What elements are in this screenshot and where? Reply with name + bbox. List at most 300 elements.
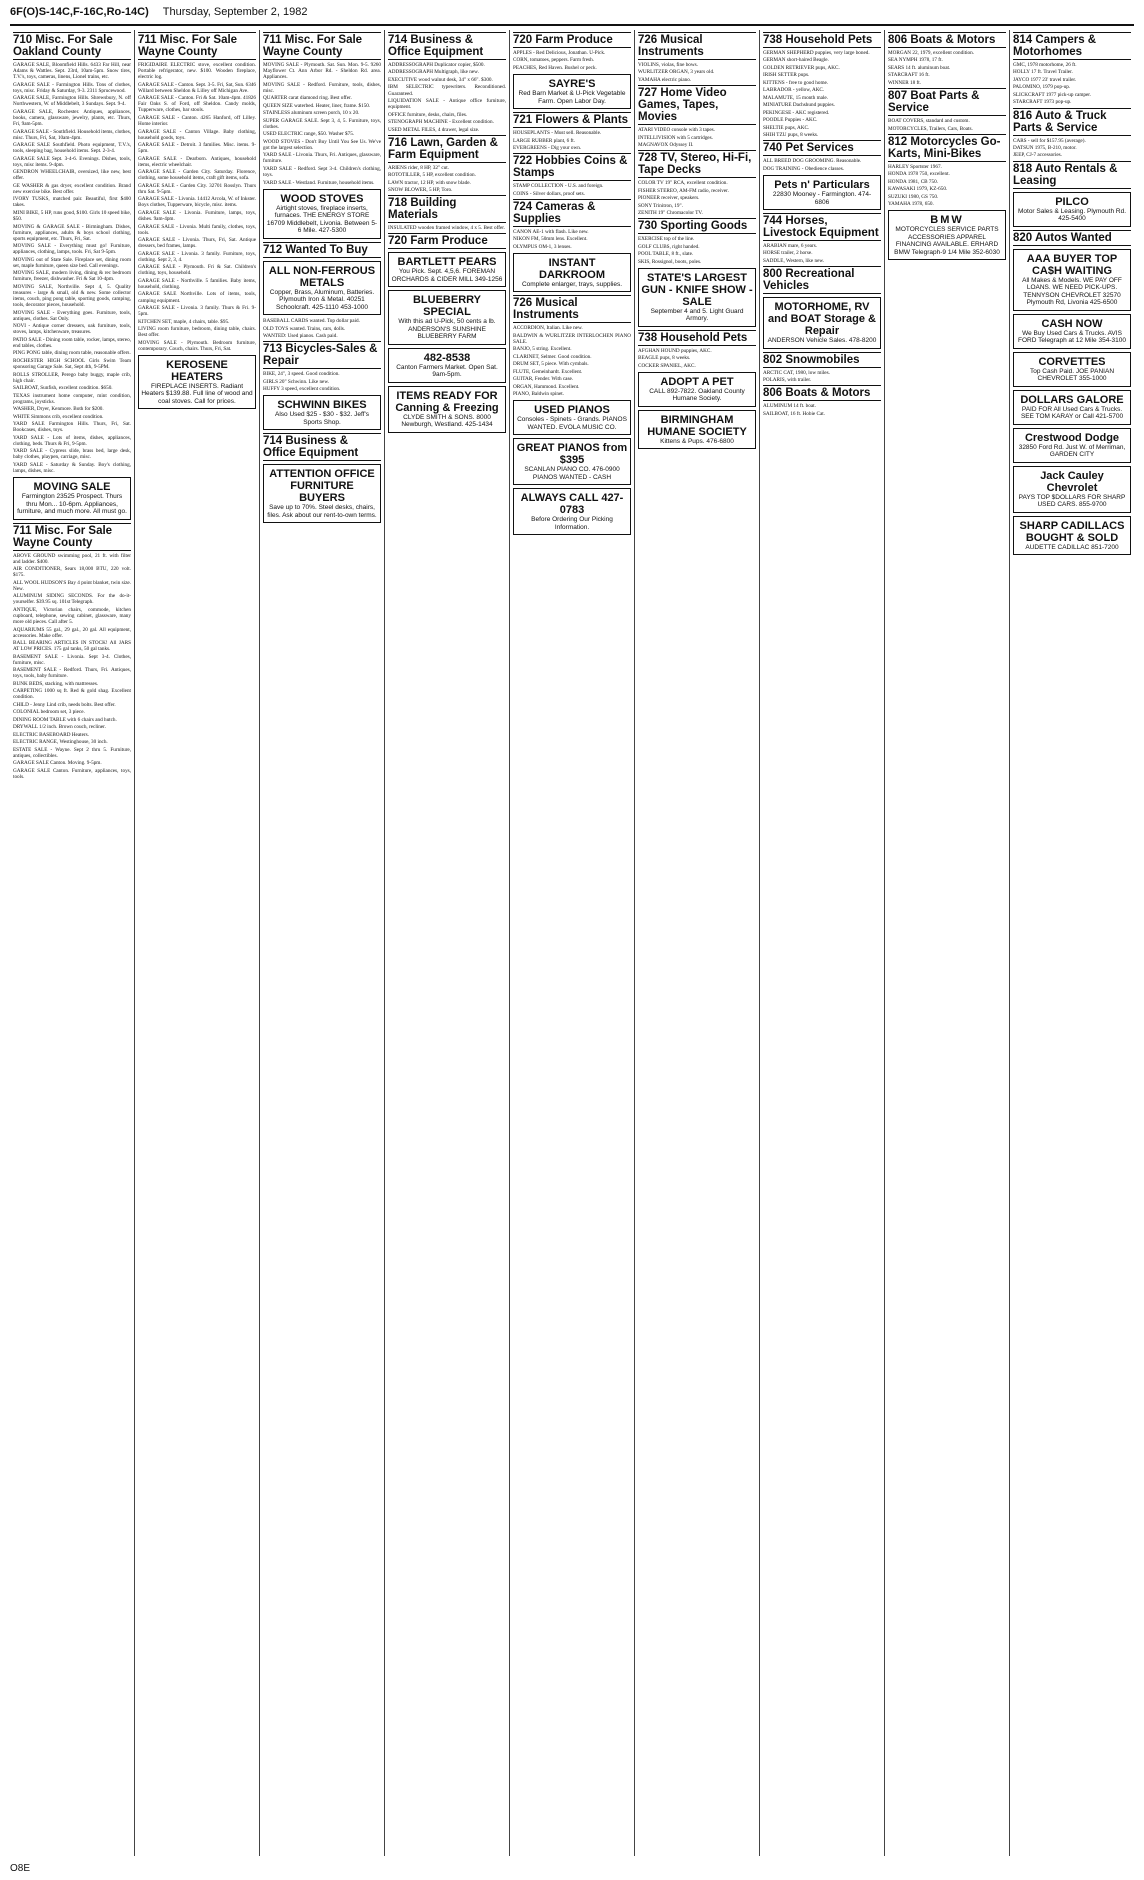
classified-ad: SKIS, Rossignol, boots, poles. [638, 258, 702, 265]
category-heading: 740 Pet Services [763, 140, 881, 156]
column-4 [385, 30, 510, 1856]
classified-ad: AIR CONDITIONER, Sears 18,000 BTU, 220 volt. $175. [13, 566, 131, 579]
category-heading: 738 Household Pets [763, 32, 881, 48]
classified-ads [1013, 62, 1131, 106]
classified-ad: ROTOTILLER, 5 HP, excellent condition. [388, 172, 476, 179]
column-5 [510, 30, 635, 1856]
classified-ad: BALDWIN & WURLITZER INTERLOCHEN PIANO SALE. [513, 332, 631, 345]
classified-ad: NOVI - Antique corner dressers, oak furniture, tools, stoves, lamps, kitchenware, treasures. [13, 323, 131, 336]
classified-ad: BASEMENT SALE - Redford. Thurs, Fri. Antiques, toys, tools, baby furniture. [13, 667, 131, 680]
classified-ads [13, 62, 131, 269]
classified-ad: MORGAN 22, 1979, excellent condition. [888, 50, 975, 56]
classified-ad: LIVING room furniture, bedroom, dining table, chairs. Best offer. [138, 326, 256, 339]
classified-ad: POLARIS, with trailer. [763, 377, 812, 384]
classified-ad: STAMP COLLECTION - U.S. and foreign. [513, 183, 604, 190]
classified-ad: ACCORDION, Italian. Like new. [513, 325, 583, 332]
display-ad-body: Motor Sales & Leasing. Plymouth Rd. 425-5400 [1017, 207, 1127, 223]
classified-ad: PATIO SALE - Dining room table, rocker, lamps, stereo, end tables, clothes. [13, 336, 131, 349]
category-heading: 714 Business & Office Equipment [388, 32, 506, 60]
display-ad-heading: MOTORHOME, RV and BOAT Storage & Repair [768, 301, 876, 338]
classified-ads [13, 553, 131, 781]
category-heading: 730 Sporting Goods [638, 218, 756, 234]
classified-ad: DOG TRAINING - Obedience classes. [763, 165, 845, 172]
classified-ad: GARAGE SALE, Farmington Hills. Shrewsbury, N. off Northwestern, W. of Middlebelt, 3 Sundays. Sept. 9-4. [13, 95, 131, 108]
display-ad [1013, 192, 1131, 227]
classified-ads [138, 319, 256, 352]
category-heading: 816 Auto & Truck Parts & Service [1013, 108, 1131, 136]
classified-ad: POOL TABLE, 8 ft., slate. [638, 251, 694, 258]
display-ad-body: You Pick. Sept. 4,5,6. FOREMAN ORCHARDS & CIDER MILL 349-1256 [391, 268, 503, 283]
display-ad-body: CLYDE SMITH & SONS. 8000 Newburgh, Westland. 425-1434 [401, 413, 493, 429]
display-ad-heading: Pets n' Particulars [774, 179, 870, 191]
classified-ad: OLYMPUS OM-1, 3 lenses. [513, 243, 572, 250]
classified-ad: ALL WOOL HUDSON'S Bay 4 point blanket, twin size. New. [13, 579, 131, 592]
classified-ad: WASHER, Dryer, Kenmore. Both for $200. [13, 406, 104, 413]
display-ad-body: AUDETTE CADILLAC 851-7200 [1025, 543, 1119, 551]
category-heading: 800 Recreational Vehicles [763, 266, 881, 294]
classified-ad: FLUTE, Gemeinhardt. Excellent. [513, 368, 583, 375]
classified-ad: BUNK BEDS, stacking, with mattresses. [13, 680, 99, 687]
classified-ad: ATARI VIDEO console with 3 tapes. [638, 127, 715, 134]
column-8 [885, 30, 1010, 1856]
display-ad-body: SCANLAN PIANO CO. 476-0900 PIANOS WANTED - CASH [524, 466, 620, 481]
display-ad-body: September 4 and 5. Light Guard Armory. [650, 307, 744, 323]
display-ad-body: Before Ordering Our Picking Information. [531, 516, 613, 531]
classified-ad: WHITE Simmons crib, excellent condition. [13, 413, 104, 420]
classified-ad: PIONEER receiver, speakers. [638, 195, 700, 202]
classified-ad: YARD SALE - Westland. Furniture, household items. [263, 179, 375, 186]
classified-ads [888, 164, 1006, 208]
classified-ad: JEEP, CJ-7 accessories. [1013, 152, 1062, 159]
display-ad-heading: USED PIANOS [534, 404, 610, 417]
classified-ad: GARAGE SALE - Southfield. Household items, clothes, misc. Thurs, Fri, Sat, 10am-4pm. [13, 128, 132, 141]
classified-ad: ARIENS rider, 8 HP, 32" cut. [388, 164, 449, 171]
classified-ad: ELECTRIC RANGE, Westinghouse, 30 inch. [13, 739, 108, 746]
classified-ad: KAWASAKI 1979, KZ-650. [888, 186, 948, 193]
classified-ad: QUEEN SIZE waterbed. Heater, liner, frame. $150. [263, 102, 371, 109]
classified-ads [513, 183, 631, 197]
display-ad-heading: BIRMINGHAM HUMANE SOCIETY [647, 413, 747, 438]
display-ad [1013, 428, 1131, 463]
classified-ad: SUPER GARAGE SALE. Sept 3, 4, 5. Furniture, toys, clothes. [263, 117, 381, 130]
classified-ad: BOAT COVERS, standard and custom. [888, 118, 970, 125]
display-ad-heading: ADOPT A PET [660, 375, 734, 388]
category-heading: 802 Snowmobiles [763, 352, 881, 368]
masthead [10, 6, 1134, 26]
classified-ad: EXECUTIVE wood walnut desk, 34" x 66". $300. [388, 76, 493, 83]
classified-ads [388, 165, 506, 194]
classified-ad: ANTIQUE, Victorian chairs, commode, kitchen cupboard, telephone, sewing cabinet, glassware, many more old pieces. Call after 5. [13, 606, 131, 626]
classified-ad: LAWN tractor, 12 HP, with snow blade. [388, 179, 471, 186]
classified-ad: INSULATED wooden framed window, 4 x 5. Best offer. [388, 225, 505, 232]
classified-ad: ALUMINUM SIDING SECONDS. For the do-it-yourselfer. $39.95 sq. 101st Telegraph. [13, 593, 131, 606]
display-ad [1013, 516, 1131, 556]
display-ad-heading: WOOD STOVES [280, 192, 364, 205]
classified-ad: DRUM SET, 5 piece. With cymbals. [513, 361, 589, 368]
category-heading: 712 Wanted To Buy [263, 242, 381, 258]
category-heading: 721 Flowers & Plants [513, 112, 631, 128]
classified-ad: GARAGE SALE Sept. 3-4-6. Evenings. Dishes, tools, toys, misc items. 9-4pm. [13, 155, 131, 168]
classified-ad: GARAGE SALE - Plymouth. Fri & Sat. Children's clothing, toys, household. [138, 264, 256, 277]
column-3 [260, 30, 385, 1856]
classified-ad: YARD SALE Farmington Hills. Thurs, Fri, Sat. Bookcases, dishes, toys. [13, 421, 131, 434]
column-2 [135, 30, 260, 1856]
display-ad [263, 464, 381, 523]
classified-ad: OLD TOYS wanted. Trains, cars, dolls. [263, 325, 346, 332]
display-ad [513, 438, 631, 485]
classified-ad: ADDRESSOGRAPH Multigraph, like new. [388, 69, 479, 76]
classified-ad: MOVING SALE, Northville. Sept 4, 5. Quality treasures - large & small, old & new. Some collector items, couch, ping pong table, sporting goods, camping, tools, decorator pieces, household. [13, 283, 131, 309]
classified-ad: AFGHAN HOUND puppies, AKC. [638, 347, 712, 354]
category-heading: 820 Autos Wanted [1013, 230, 1131, 246]
display-ad [13, 477, 131, 520]
classified-ad: PING PONG table, dining room table, reasonable offers. [13, 350, 131, 357]
classified-ad: PEACHES, Red Haven. Bushel or peck. [513, 64, 597, 71]
classified-ad: INTELLIVISION with 5 cartridges. [638, 134, 713, 141]
classified-ad: GARAGE SALE - Detroit. 3 families. Misc. items. 9-5pm. [138, 142, 256, 155]
classified-ads [263, 139, 381, 186]
display-ad-heading: ITEMS READY FOR Canning & Freezing [395, 389, 499, 414]
display-ad-heading: DOLLARS GALORE [1020, 393, 1124, 406]
column-6 [635, 30, 760, 1856]
display-ad-body: Save up to 70%. Steel desks, chairs, files. Ask about our rent-to-own terms. [267, 504, 377, 519]
classified-ad: DINING ROOM TABLE with 6 chairs and hutch. [13, 716, 117, 723]
classified-ads [13, 270, 131, 474]
classified-ad: GARAGE SALE - Canton. Sept. 3-5. Fri, Sat, Sun. 6346 Willard between Sheldon & Lilley off Michigan Ave. [138, 81, 257, 94]
display-ad [513, 488, 631, 535]
classified-ad: PIANO, Baldwin spinet. [513, 391, 565, 398]
classified-ad: GARAGE SALE, Rochester. Antiques, appliances, books, camera, glassware, jewelry, plants, etc. Thurs, Fri, 9am-5pm. [13, 108, 131, 128]
classified-ad: GARAGE SALE - Livonia. 3 family. Furniture, toys, clothing. Sept 2, 3, 4. [138, 250, 256, 263]
classified-ad: BIKE, 24", 3 speed. Good condition. [263, 371, 340, 378]
classified-ad: GIRLS 20" Schwinn. Like new. [263, 378, 330, 385]
classified-ad: CARPETING 1000 sq ft. Red & gold shag. Excellent condition. [13, 688, 131, 701]
category-heading: 807 Boat Parts & Service [888, 88, 1006, 116]
category-heading: 814 Campers & Motorhomes [1013, 32, 1131, 60]
display-ad-body: 22830 Mooney - Farmington. 474-6806 [772, 191, 872, 206]
classified-columns [10, 30, 1134, 1856]
display-ad [388, 252, 506, 287]
classified-ad: SHIH TZU pups, 8 weeks. [763, 132, 819, 139]
classified-ad: MOVING out of State Sale. Fireplace set, dining room set, maple furniture, queen size bed. Call evenings. [13, 256, 131, 269]
category-heading: 812 Motorcycles Go-Karts, Mini-Bikes [888, 134, 1006, 162]
display-ad [263, 261, 381, 316]
classified-ad: HONDA 1981, CB 750. [888, 178, 939, 185]
classified-ads [763, 243, 881, 264]
classified-ads [388, 225, 506, 231]
display-ad-body: All Makes & Models. WE PAY OFF LOANS. WE NEED PICK-UPS. TENNYSON CHEVROLET 32570 Plymouth Rd, Livonia 425-6500 [1022, 276, 1122, 307]
classified-ad: SUZUKI 1980, GS 750. [888, 193, 939, 200]
classified-ad: GARAGE SALE - Livonia. Multi family, clothes, toys, tools. [138, 223, 256, 236]
classified-ad: CHILD - Jenny Lind crib, needs bolts. Best offer. [13, 701, 116, 708]
column-7 [760, 30, 885, 1856]
classified-ad: OFFICE furniture, desks, chairs, files. [388, 111, 468, 118]
classified-ad: MOVING SALE - Redford. Furniture, tools, dishes, misc. [263, 81, 381, 94]
display-ad-body: PAID FOR All Used Cars & Trucks. SEE TOM KARAY or Call 421-5700 [1020, 405, 1124, 421]
classified-ad: YAMAHA 1978, 650. [888, 201, 934, 208]
classified-ad: YARD SALE - Lots of items, dishes, appliances, clothing, beds. Thurs & Fri, 9-5pm. [13, 434, 131, 447]
classified-ads [513, 229, 631, 250]
category-heading: 711 Misc. For Sale Wayne County [263, 32, 381, 60]
display-ad [513, 74, 631, 109]
category-heading: 716 Lawn, Garden & Farm Equipment [388, 135, 506, 163]
classified-ad: GMC, 1978 motorhome, 26 ft. [1013, 62, 1077, 68]
classified-ad: GERMAN short-haired Beagle. [763, 57, 829, 64]
classified-ad: IBM SELECTRIC typewriters. Reconditioned. Guaranteed. [388, 84, 506, 97]
classified-ad: STAINLESS aluminum screen porch, 10 x 20. [263, 110, 360, 117]
classified-ad: ROLLS STROLLER, Perego baby buggy, maple crib, high chair. [13, 371, 131, 384]
classified-ad: GARAGE SALE Southfield. Photo equipment, T.V.'s, tools, sleeping bag, household items. Sept. 2-3-4. [13, 142, 131, 155]
display-ad-body: CALL 892-7822. Oakland County Humane Society. [649, 387, 745, 403]
classified-ad: GARAGE SALE - Farmington Hills. Tons of clothes, toys, misc. Friday & Saturday, 9-3. 2311 Sprucewood. [13, 81, 131, 94]
display-ad [763, 175, 881, 210]
classified-ad: MOVING SALE - Plymouth. Bedroom furniture, contemporary. Couch, chairs. Thurs, Fri, Sat. [138, 339, 256, 352]
display-ad [138, 355, 256, 410]
classified-ad: DATSUN 1975, B-210, motor. [1013, 145, 1077, 151]
classified-ad: MOVING SALE - Everything goes. Furniture, tools, antiques, clothes. Sat Only. [13, 309, 131, 322]
category-heading: 738 Household Pets [638, 330, 756, 346]
classified-ad: QUARTER carat diamond ring. Best offer. [263, 95, 352, 102]
category-heading: 727 Home Video Games, Tapes, Movies [638, 85, 756, 125]
classified-ad: ARCTIC CAT, 1980, low miles. [763, 369, 830, 376]
classified-ad: BEAGLE pups, 8 weeks. [638, 355, 691, 362]
classified-ad: MOVING SALE, modern living, dining & rec bedroom furniture, freezer, dishwasher. Fri & Sat 10-4pm. [13, 270, 131, 283]
classified-ad: YARD SALE - Saturday & Sunday. Boy's clothing, lamps, dishes, misc. [13, 461, 131, 474]
classified-ad: GARAGE SALE - Livonia. Furniture, lamps, toys, dishes. 9am-4pm. [138, 209, 256, 223]
classified-ad: VIOLINS, violas, fine bows. [638, 62, 698, 68]
classified-ad: GOLDEN RETRIEVER pups, AKC. [763, 64, 840, 71]
classified-ad: GARAGE SALE Northville. Lots of items, tools, camping equipment. [138, 291, 256, 304]
category-heading: 722 Hobbies Coins & Stamps [513, 153, 631, 181]
classified-ad: ALUMINUM 14 ft. boat. [763, 403, 816, 410]
classified-ad: HORSE trailer, 2 horse. [763, 250, 813, 257]
classified-ad: MAGNAVOX Odyssey II. [638, 142, 694, 149]
classified-ad: SADDLE, Western, like new. [763, 257, 825, 264]
classified-ads [638, 180, 756, 216]
display-ad-heading: BMW [930, 214, 964, 227]
classified-ad: ABOVE GROUND swimming pool, 21 ft. with filter and ladder. $400. [13, 552, 131, 565]
display-ad [388, 290, 506, 345]
classified-ad: KITCHEN SET, maple, 4 chairs, table. $95. [138, 318, 230, 325]
display-ad-heading: PILCO [1055, 195, 1089, 208]
classified-ad: SEA NYMPH 1978, 17 ft. [888, 57, 943, 64]
category-heading: 806 Boats & Motors [763, 385, 881, 401]
classified-ad: GARAGE SALE Canton. Furniture, appliances, toys, tools. [13, 767, 131, 780]
classified-ad: EVERGREENS - Dig your own. [513, 145, 582, 152]
display-ad-body: Also Used $25 - $30 - $32. Jeff's Sports Shop. [275, 411, 369, 426]
display-ad-body: ANDERSON Vehicle Sales. 478-8200 [767, 337, 877, 345]
classified-ads [763, 50, 881, 138]
column-1 [10, 30, 135, 1856]
display-ad [888, 210, 1006, 260]
classified-ad: CLARINET, Selmer. Good condition. [513, 353, 592, 360]
display-ad-body: With this ad U-Pick, 50 cents a lb. ANDERSON'S SUNSHINE BLUEBERRY FARM [398, 318, 496, 341]
display-ad [1013, 390, 1131, 425]
display-ad-heading: 482-8538 [423, 351, 471, 364]
display-ad [638, 268, 756, 327]
classified-ad: COLOR TV 19" RCA, excellent condition. [638, 180, 728, 187]
classified-ad: DRYWALL 1/2 inch. Brown couch, recliner. [13, 724, 106, 731]
category-heading: 711 Misc. For Sale Wayne County [13, 523, 131, 551]
display-ad-heading: KEROSENE HEATERS [166, 358, 228, 383]
display-ad-body: Copper, Brass, Aluminum, Batteries. Plymouth Iron & Metal. 40251 Schoolcraft. 425-1110 453-1000 [269, 288, 375, 311]
classified-ad: MOVING SALE - Everything must go! Furniture, appliances, clothing, lamps, tools. Fri, Sat 9-5pm. [13, 243, 131, 256]
classified-ad: ALL BREED DOG GROOMING. Reasonable. [763, 158, 862, 165]
classified-ad: ADDRESSOGRAPH Duplicator copier, $500. [388, 62, 485, 68]
display-ad [638, 372, 756, 407]
classified-ad: HARLEY Sportster 1967. [888, 163, 942, 170]
display-ad [513, 253, 631, 293]
classified-ad: STENOGRAPH MACHINE - Excellent condition. [388, 119, 494, 126]
column-9 [1010, 30, 1134, 1856]
display-ad-heading: INSTANT DARKROOM [539, 256, 605, 281]
display-ad [263, 189, 381, 239]
display-ad-heading: AAA BUYER TOP CA$H WAITING [1026, 252, 1118, 277]
classified-ads [263, 62, 381, 137]
display-ad-heading: STATE'S LARGEST GUN - KNIFE SHOW - SALE [641, 271, 753, 308]
classified-ad: GARAGE SALE - Livonia. Thurs, Fri, Sat. Antique dressers, bed frames, lamps. [138, 237, 256, 250]
display-ad-heading: SHARP CADILLACS BOUGHT & SOLD [1019, 519, 1125, 544]
classified-ad: WOOD STOVES - Don't Buy Until You See Us. We've got the largest selection. [263, 138, 381, 151]
classified-ads [763, 403, 881, 417]
classified-ads [888, 118, 1006, 132]
display-ad [638, 410, 756, 450]
classified-ad: FRIGIDAIRE ELECTRIC stove, excellent condition. Portable refrigerator, new. $100. Wooden fireplace, electric log. [138, 62, 256, 81]
issue-date: Thursday, September 2, 1982 [162, 6, 308, 18]
display-ad [513, 400, 631, 435]
classified-ads [638, 62, 756, 83]
display-ad-heading: CASH NOW [1041, 317, 1103, 330]
category-heading: 711 Misc. For Sale Wayne County [138, 32, 256, 60]
classified-ad: SAILBOAT, 16 ft. Hobie Cat. [763, 410, 826, 417]
classified-ad: STARCRAFT 16 ft. [888, 72, 930, 79]
classified-ad: GARAGE SALE - Canton Village. Baby clothing, household goods, toys. [138, 128, 256, 141]
display-ad-body: Kittens & Pups. 476-6800 [660, 437, 734, 445]
classified-ad: HOLLY 17 ft. Travel Trailer. [1013, 69, 1073, 76]
display-ad-body: MOTORCYCLES SERVICE PARTS ACCESSORIES APPAREL FINANCING AVAILABLE. ERHARD BMW Telegraph-9 1/4 Mile 352-6030 [894, 226, 1000, 256]
classified-ad: YARD SALE - Livonia. Thurs, Fri. Antiques, glassware, furniture. [263, 152, 381, 165]
classified-ad: JAYCO 1977 23' travel trailer. [1013, 76, 1077, 83]
classified-ad: ESTATE SALE - Wayne. Sept 2 thru 5. Furniture, antiques, collectibles. [13, 746, 131, 759]
display-ad-heading: ATTENTION OFFICE FURNITURE BUYERS [269, 468, 375, 505]
classified-ad: LARGE RUBBER plant, 6 ft. [513, 137, 575, 144]
classified-ad: GARAGE SALE - Livonia. 3 family. Thurs & Fri. 9-5pm. [138, 305, 256, 318]
display-ad-body: Canton Farmers Market. Open Sat. 9am-5pm. [396, 363, 498, 379]
classified-ads [513, 130, 631, 151]
classified-ad: GARAGE SALE - Garden City. 32701 Rosslyn. Thurs thru Sat. 9-5pm. [138, 182, 256, 195]
classified-ad: COCKER SPANIEL, AKC. [638, 362, 696, 369]
display-ad [1013, 466, 1131, 513]
category-heading: 728 TV, Stereo, Hi-Fi, Tape Decks [638, 150, 756, 178]
classified-ad: ZENITH 19" Chromacolor TV. [638, 210, 703, 217]
classified-ad: GARAGE SALE - Northville. 5 families. Baby items, household, clothing. [138, 277, 256, 290]
display-ad-body: Airtight stoves, fireplace inserts, furnaces. THE ENERGY STORE 16709 Middlebelt, Livonia. Between 5-6 Mile. 427-5300 [266, 204, 378, 235]
classified-ad: IVORY TUSKS, matched pair. Beautiful, first $400 takes. [13, 196, 131, 209]
classified-ads [513, 50, 631, 71]
classified-ad: MINIATURE Dachshund puppies. [763, 102, 835, 109]
classified-ad: TEXAS instrument home computer, mint condition, programs, joysticks. [13, 392, 131, 405]
classified-ad: GUITAR, Fender. With case. [513, 376, 574, 383]
classified-ad: COINS - Silver dollars, proof sets. [513, 190, 585, 197]
category-heading: 720 Farm Produce [388, 233, 506, 249]
classified-ad: BASEMENT SALE - Livonia. Sept 3-4. Clothes, furniture, misc. [13, 653, 131, 666]
classified-ad: NIKON FM, 50mm lens. Excellent. [513, 236, 588, 243]
classified-ad: GARAGE SALE - Livonia. 14412 Arcola, W. of Inkster. Boys clothes, Tupperware, bicycle, misc. items. [138, 196, 256, 209]
display-ad [763, 297, 881, 349]
classified-ad: CANON AE-1 with flash. Like new. [513, 228, 589, 235]
display-ad-heading: Crestwood Dodge [1024, 431, 1120, 444]
classified-ad: HUFFY 3 speed, excellent condition. [263, 386, 341, 393]
display-ad-body: We Buy Used Cars & Trucks. AVIS FORD Telegraph at 12 Mile 354-3100 [1018, 329, 1126, 345]
classified-ad: LABRADOR - yellow, AKC. [763, 87, 825, 94]
category-heading: 714 Business & Office Equipment [263, 433, 381, 461]
classified-ad: YAMAHA electric piano. [638, 76, 692, 83]
classified-ad: BALL BEARING ARTICLES IN STOCK! All JARS AT LOW PRICES. 175 gal tanks, 50 gal tanks. [13, 640, 131, 653]
display-ad-body: Red Barn Market & U-Pick Vegetable Farm. Open Labor Day. [518, 90, 626, 105]
classified-ad: POODLE Puppies - AKC. [763, 117, 818, 124]
display-ad-heading: ALWAYS CALL 427-0783 [520, 492, 624, 517]
display-ad-heading: ALL NON-FERROUS METALS [268, 264, 376, 289]
edition-code: 6F(O)S-14C,F-16C,Ro-14C) [10, 6, 149, 18]
classified-ad: STARCRAFT 1973 pop-up. [1013, 99, 1072, 106]
classified-ad: CARS - sell for $157.95 (average). [1013, 137, 1086, 144]
display-ad-body: Farmington 23525 Prospect. Thurs thru Mon... 10-6pm. Appliances, furniture, and much more. All must go. [17, 493, 127, 516]
classified-ad: MINI BIKE, 5 HP, runs good, $100. Girls 10 speed bike, $50. [13, 209, 132, 223]
classified-ad: WANTED: Used pianos. Cash paid. [263, 333, 338, 340]
classified-ad: ELECTRIC BASEBOARD Heaters. [13, 731, 89, 738]
classified-ad: WINNER 18 ft. [888, 79, 921, 86]
display-ad [388, 348, 506, 383]
classified-ad: HONDA 1978 750, excellent. [888, 171, 950, 178]
category-heading: 744 Horses, Livestock Equipment [763, 213, 881, 241]
classified-ad: PALOMINO, 1979 pop-up. [1013, 84, 1071, 91]
classified-ad: HOUSEPLANTS - Must sell. Reasonable. [513, 130, 602, 137]
category-heading: 806 Boats & Motors [888, 32, 1006, 48]
category-heading: 718 Building Materials [388, 195, 506, 223]
display-ad [388, 386, 506, 433]
classified-ad: GOLF CLUBS, right handed. [638, 243, 700, 250]
display-ad-heading: BARTLETT PEARS [397, 256, 497, 269]
display-ad-heading: Jack Cauley Chevrolet [1040, 469, 1104, 494]
classified-ads [388, 62, 506, 133]
classified-ad: MOTORCYCLES, Trailers, Cars, Boats. [888, 125, 973, 132]
classified-ads [638, 127, 756, 148]
display-ad [1013, 249, 1131, 311]
classified-ad: GARAGE SALE - Canton. 4265 Hanford, off Lilley. Home interior. [138, 114, 256, 128]
classified-ad: GARAGE SALE - Canton. Fri & Sat. 10am-4pm. 41826 Fair Oaks S. of Ford, off Sheldon. Candy molds, Tupperware, clothes, bar stools. [138, 95, 256, 114]
classified-ads [888, 50, 1006, 86]
display-ad-heading: CORVETTES [1038, 355, 1106, 368]
category-heading: 726 Musical Instruments [513, 295, 631, 323]
classified-ad: FISHER STEREO, AM-FM radio, receiver. [638, 187, 729, 194]
classified-ad: YARD SALE - Cypress slide, brass bed, large desk, baby clothes, playpen, carriage, misc. [13, 448, 131, 461]
display-ad [263, 395, 381, 430]
classified-ad: GE WASHER & gas dryer, excellent condition. Brand new exercise bike. Best offer. [13, 182, 131, 195]
classified-ad: GERMAN SHEPHERD puppies, very large boned. [763, 50, 870, 56]
classified-ad: EXERCISE top of the line. [638, 236, 695, 243]
display-ad-body: FIREPLACE INSERTS. Radiant Heaters $139.88. Full line of wood and coal stoves. Call for prices. [141, 382, 253, 405]
classified-ads [763, 370, 881, 384]
classified-ad: WURLITZER ORGAN, 3 years old. [638, 69, 715, 76]
classified-ad: GARAGE SALE Canton. Moving. 9-5pm. [13, 760, 102, 767]
classified-ad: ARABIAN mare, 6 years. [763, 243, 818, 249]
classified-ad: SAILBOAT, Sunfish, excellent condition. $650. [13, 385, 113, 392]
display-ad-body: Complete enlarger, trays, supplies. [521, 280, 623, 288]
display-ad-heading: SCHWINN BIKES [277, 399, 367, 412]
classified-ad: COLONIAL bedroom set, 3 piece. [13, 709, 85, 716]
classified-ad: PEKINGESE - AKC registered. [763, 109, 830, 116]
display-ad-body: 32850 Ford Rd. Just W. of Merriman, GARDEN CITY [1018, 443, 1126, 459]
